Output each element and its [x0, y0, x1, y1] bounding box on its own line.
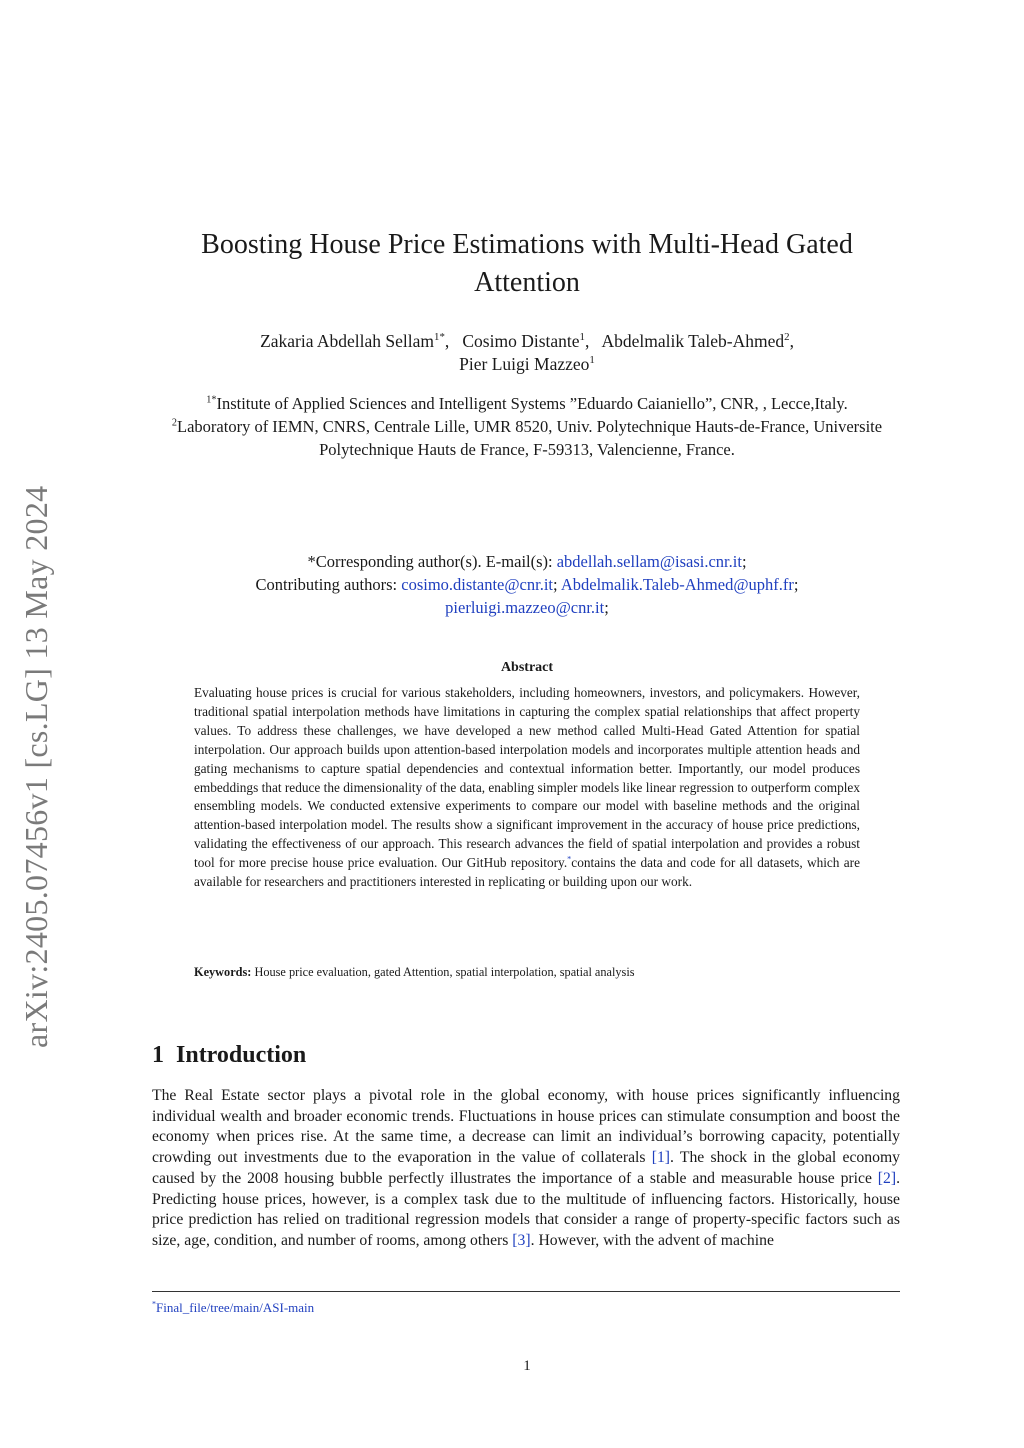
- arxiv-identifier: arXiv:2405.07456v1 [cs.LG] 13 May 2024: [18, 485, 54, 1048]
- keywords: [194, 964, 860, 981]
- contact-info: *Corresponding author(s). E-mail(s): abdellah.sellam@isasi.cnr.it; Contributing authors: cosimo.distante@cnr.it; Abdelmalik.Taleb-Ahmed@uphf.fr; pierluigi.mazzeo@cnr.it;: [255, 552, 799, 617]
- email-link[interactable]: Abdelmalik.Taleb-Ahmed@uphf.fr: [560, 575, 794, 594]
- author: Pier Luigi Mazzeo$^1$: [459, 354, 595, 374]
- email-link[interactable]: pierluigi.mazzeo@cnr.it: [445, 598, 605, 617]
- citation-link[interactable]: [2]: [877, 1169, 897, 1187]
- author: Zakaria Abdellah Sellam$^{1*}$,: [260, 331, 458, 351]
- keywords-label: Keywords:: [194, 965, 252, 979]
- abstract-text: Evaluating house prices is crucial for various stakeholders, including homeowners, investors, and policymakers. However, traditional spatial interpolation methods have limitations in capturing the complex spatial relationships that affect property values. To address these challenges, we have developed a new method called Multi-Head Gated Attention for spatial interpolation. Our approach builds upon attention-based interpolation models and incorporates multiple attention heads and gating mechanisms to capture spatial dependencies and contextual information better. Importantly, our model produces embeddings that reduce the dimensionality of the data, enabling simpler models like linear regression to outperform complex ensembling models. We conducted extensive experiments to compare our model with baseline methods and the original attention-based interpolation model. The results show a significant improvement in the accuracy of house price predictions, validating the effectiveness of our approach. This research advances the field of spatial interpolation and provides a robust tool for more precise house price evaluation. Our GitHub repository.*contains the data and code for all datasets, which are available for researchers and practitioners interested in replicating or building upon our work.: [194, 685, 860, 890]
- footnote-marker[interactable]: *: [567, 854, 572, 864]
- paper-title: Boosting House Price Estimations with Multi-Head Gated Attention: [201, 229, 853, 298]
- author-list: [150, 330, 904, 376]
- affiliation: $^{1*}$Institute of Applied Sciences and Intelligent Systems ”Eduardo Caianiello”, CNR, , Lecce,Italy.: [206, 394, 848, 413]
- citation-link[interactable]: [3]: [512, 1231, 531, 1249]
- corresponding-label: *Corresponding author(s). E-mail(s):: [307, 552, 557, 571]
- author: Cosimo Distante$^1$,: [462, 331, 599, 351]
- section-heading: 1 Introduction: [152, 1042, 307, 1068]
- footnote-link[interactable]: Final_file/tree/main/ASI-main: [156, 1300, 315, 1315]
- email-link[interactable]: cosimo.distante@cnr.it: [401, 575, 554, 594]
- affiliation: $^2$Laboratory of IEMN, CNRS, Centrale Lille, UMR 8520, Univ. Polytechnique Hauts-de-France, Universite Polytechnique Hauts de France, F-59313, Valencienne, France.: [171, 417, 883, 459]
- abstract-heading: Abstract: [500, 660, 554, 675]
- footnote-divider: [152, 1291, 900, 1292]
- introduction-paragraph: The Real Estate sector plays a pivotal role in the global economy, with house prices significantly influencing individual wealth and broader economic trends. Fluctuations in house prices can stimulate consumption and boost the economy when prices rise. At the same time, a decrease can limit an individual’s borrowing capacity, potentially crowding out investments due to the evaporation in the value of collaterals [1]. The shock in the global economy caused by the 2008 housing bubble perfectly illustrates the importance of a stable and measurable house price [2]. Predicting house prices, however, is a complex task due to the multitude of influencing factors. Historically, house price prediction has relied on traditional regression models that consider a range of property-specific factors such as size, age, condition, and number of rooms, among others [3]. However, with the advent of machine: [152, 1087, 900, 1249]
- page-number: 1: [523, 1358, 531, 1374]
- keywords-text: House price evaluation, gated Attention, spatial interpolation, spatial analysis: [251, 965, 635, 979]
- author: Abdelmalik Taleb-Ahmed$^2$,: [601, 331, 794, 351]
- footnote: *Final_file/tree/main/ASI-main: [152, 1299, 315, 1315]
- affiliations: [150, 392, 904, 461]
- citation-link[interactable]: [1]: [651, 1149, 671, 1167]
- contributing-label: Contributing authors:: [255, 575, 402, 594]
- email-link[interactable]: abdellah.sellam@isasi.cnr.it: [556, 552, 742, 571]
